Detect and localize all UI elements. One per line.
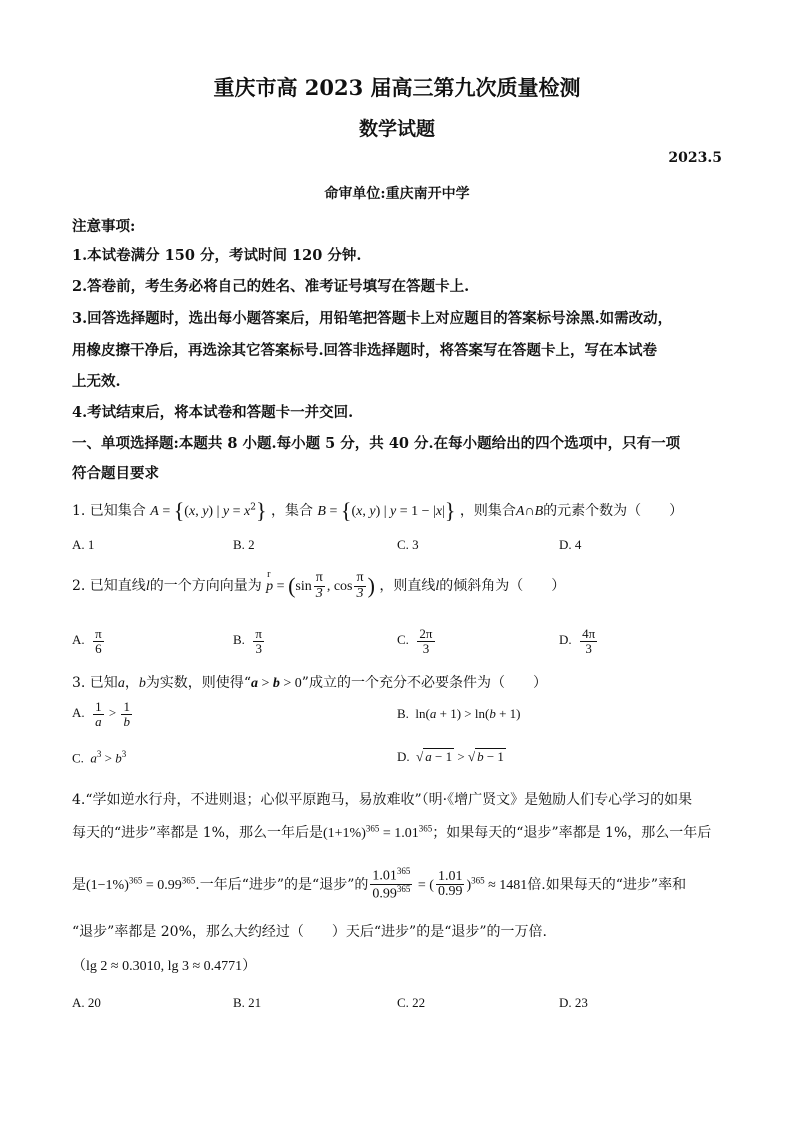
question-2-stem: 2. 已知直线l的一个方向向量为 p r = (sin $\frac{\pi}{3}$ , cos $\frac{\pi}{3}$ ) ，则直线l的倾斜角为（ ） [72, 569, 566, 601]
q1-option-a: A. 1 [72, 537, 95, 552]
notice-item-3-line-2: 用橡皮擦干净后，再选涂其它答案标号.回答非选择题时，将答案写在答题卡上，写在本试卷 [72, 342, 658, 359]
q2-option-d: D. $\frac{4\pi}{3}$ [559, 626, 596, 656]
notice-item-1: 1.本试卷满分 150 分，考试时间 120 分钟. [72, 247, 362, 264]
exam-date: 2023.5 [668, 150, 722, 166]
q4-option-c: C. 22 [397, 995, 426, 1010]
q3-option-d: D. √ a − 1 > √ b − 1 [397, 749, 504, 764]
q4-option-a: A. 20 [72, 995, 101, 1010]
q2-option-c: C. $\frac{2\pi}{3}$ [397, 626, 433, 656]
notice-item-3-line-3: 上无效. [72, 373, 121, 390]
q1-option-b: B. 2 [233, 537, 255, 552]
question-1-stem: 1. 已知集合 A = {(x, y) | $y = x^2$} ，集合 B = {(x, y) | y = 1 − |x|} ，则集合A∩B的元素个数为（ ） [72, 498, 684, 523]
notice-item-3-line-1: 3.回答选择题时，选出每小题答案后，用铅笔把答题卡上对应题目的答案标号涂黑.如需改动， [72, 310, 673, 327]
question-4-line-3: 是$(1-1\%)^{365} = 0.99^{365}$.一年后“进步”的是“退步”的 $\frac{1.01^{365}}{0.99^{365}}$ = ( $\frac{1.01}{0.99}$ )$^{365}$ ≈ 1481倍.如果每天的“进步”率和 [72, 866, 687, 902]
question-4-line-4: “退步”率都是 20%，那么大约经过（ ）天后“进步”的是“退步”的一万倍. [72, 924, 547, 940]
section-1-heading-line-1: 一、单项选择题:本题共 8 小题.每小题 5 分，共 40 分.在每小题给出的四个选项中，只有一项 [72, 435, 681, 452]
q2-option-b: B. $\frac{\pi}{3}$ [233, 626, 262, 656]
q4-option-d: D. 23 [559, 995, 588, 1010]
exam-title: 重庆市高 2023 届高三第九次质量检测 [213, 75, 581, 100]
question-4-line-2: 每天的“进步”率都是 1%，那么一年后是$(1+1\%)^{365} = 1.01^{365}$；如果每天的“退步”率都是 1%，那么一年后 [72, 823, 712, 841]
notice-heading: 注意事项: [72, 218, 136, 235]
notice-item-4: 4.考试结束后，将本试卷和答题卡一并交回. [72, 404, 354, 421]
q3-option-c: C. $a^3 > b^3$ [72, 749, 127, 766]
q3-option-a: A. $\frac{1}{a}$ > $\frac{1}{b}$ [72, 699, 130, 729]
notice-item-2: 2.答卷前，考生务必将自己的姓名、准考证号填写在答题卡上. [72, 278, 470, 295]
question-3-stem: 3. 已知a，b为实数，则使得“a > b > 0”成立的一个充分不必要条件为（ ） [72, 675, 547, 691]
q4-option-b: B. 21 [233, 995, 262, 1010]
question-4-hint: （lg 2 ≈ 0.3010, lg 3 ≈ 0.4771） [72, 959, 257, 974]
q3-option-b: B. ln(a + 1) > ln(b + 1) [397, 706, 521, 721]
q1-option-d: D. 4 [559, 537, 582, 552]
section-1-heading-line-2: 符合题目要求 [72, 465, 159, 482]
question-4-line-1: 4.“学如逆水行舟，不进则退；心似平原跑马，易放难收”（明·《增广贤文》是勉励人们专心学习的如果 [72, 792, 693, 808]
q2-option-a: A. $\frac{\pi}{6}$ [72, 626, 102, 656]
q1-option-c: C. 3 [397, 537, 419, 552]
setter-unit: 命审单位:重庆南开中学 [324, 186, 470, 202]
exam-subtitle: 数学试题 [358, 118, 435, 140]
